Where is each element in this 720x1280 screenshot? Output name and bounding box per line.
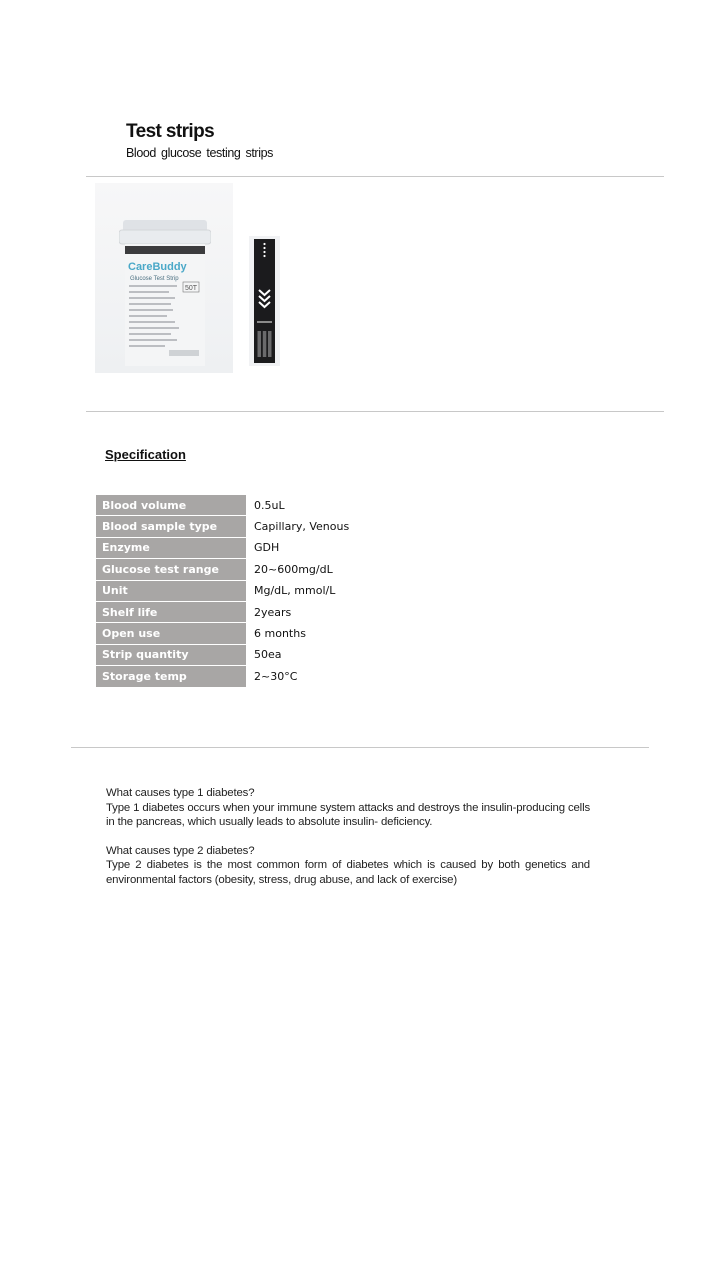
spec-label: Enzyme bbox=[96, 537, 247, 558]
spec-label: Shelf life bbox=[96, 601, 247, 622]
table-row bbox=[96, 623, 474, 644]
spec-label: Strip quantity bbox=[96, 644, 247, 665]
spec-label: Unit bbox=[96, 580, 247, 601]
table-row bbox=[96, 516, 474, 537]
table-row bbox=[96, 644, 474, 665]
spec-value: 2~30°C bbox=[247, 666, 474, 687]
bottle-label: Glucose Test Strip bbox=[130, 276, 179, 282]
faq-answer-type2: Type 2 diabetes is the most common form of diabetes which is caused by both genetics and environmental factors (obesity, stress, drug abuse, and lack of exercise) bbox=[106, 859, 590, 886]
specification-table bbox=[96, 495, 474, 688]
spec-value: GDH bbox=[247, 537, 474, 558]
divider bbox=[86, 411, 664, 412]
spec-label: Open use bbox=[96, 623, 247, 644]
spec-value: 20~600mg/dL bbox=[247, 559, 474, 580]
faq-question-type2: What causes type 2 diabetes? bbox=[106, 844, 255, 857]
table-row bbox=[96, 580, 474, 601]
spec-value: 50ea bbox=[247, 644, 474, 665]
spec-value: Mg/dL, mmol/L bbox=[247, 580, 474, 601]
table-row bbox=[96, 559, 474, 580]
test-strip-photo bbox=[249, 236, 280, 366]
table-row bbox=[96, 495, 474, 516]
spec-label: Blood volume bbox=[96, 495, 247, 516]
page-title: Test strips bbox=[126, 121, 215, 142]
bottle-brand: CareBuddy bbox=[128, 261, 187, 273]
faq-answer-type1: Type 1 diabetes occurs when your immune system attacks and destroys the insulin-producing cells in the pancreas, which usually leads to absolute insulin- deficiency. bbox=[106, 801, 590, 829]
spec-label: Glucose test range bbox=[96, 559, 247, 580]
test-strip-icon bbox=[249, 236, 280, 366]
bottle-photo bbox=[95, 183, 233, 373]
spec-value: 6 months bbox=[247, 623, 474, 644]
table-row bbox=[96, 537, 474, 558]
table-row bbox=[96, 666, 474, 687]
faq-question-type1: What causes type 1 diabetes? bbox=[106, 787, 255, 799]
spec-value: Capillary, Venous bbox=[247, 516, 474, 537]
faq-section bbox=[106, 786, 590, 888]
spec-label: Storage temp bbox=[96, 666, 247, 687]
bottle-count: 50T bbox=[185, 285, 198, 292]
page-subtitle: Blood glucose testing strips bbox=[126, 146, 273, 160]
table-row bbox=[96, 601, 474, 622]
spec-value: 2years bbox=[247, 601, 474, 622]
bottle-icon bbox=[119, 218, 211, 368]
specification-heading: Specification bbox=[105, 447, 186, 462]
divider bbox=[86, 176, 664, 177]
divider bbox=[71, 747, 649, 748]
spec-value: 0.5uL bbox=[247, 495, 474, 516]
spec-label: Blood sample type bbox=[96, 516, 247, 537]
